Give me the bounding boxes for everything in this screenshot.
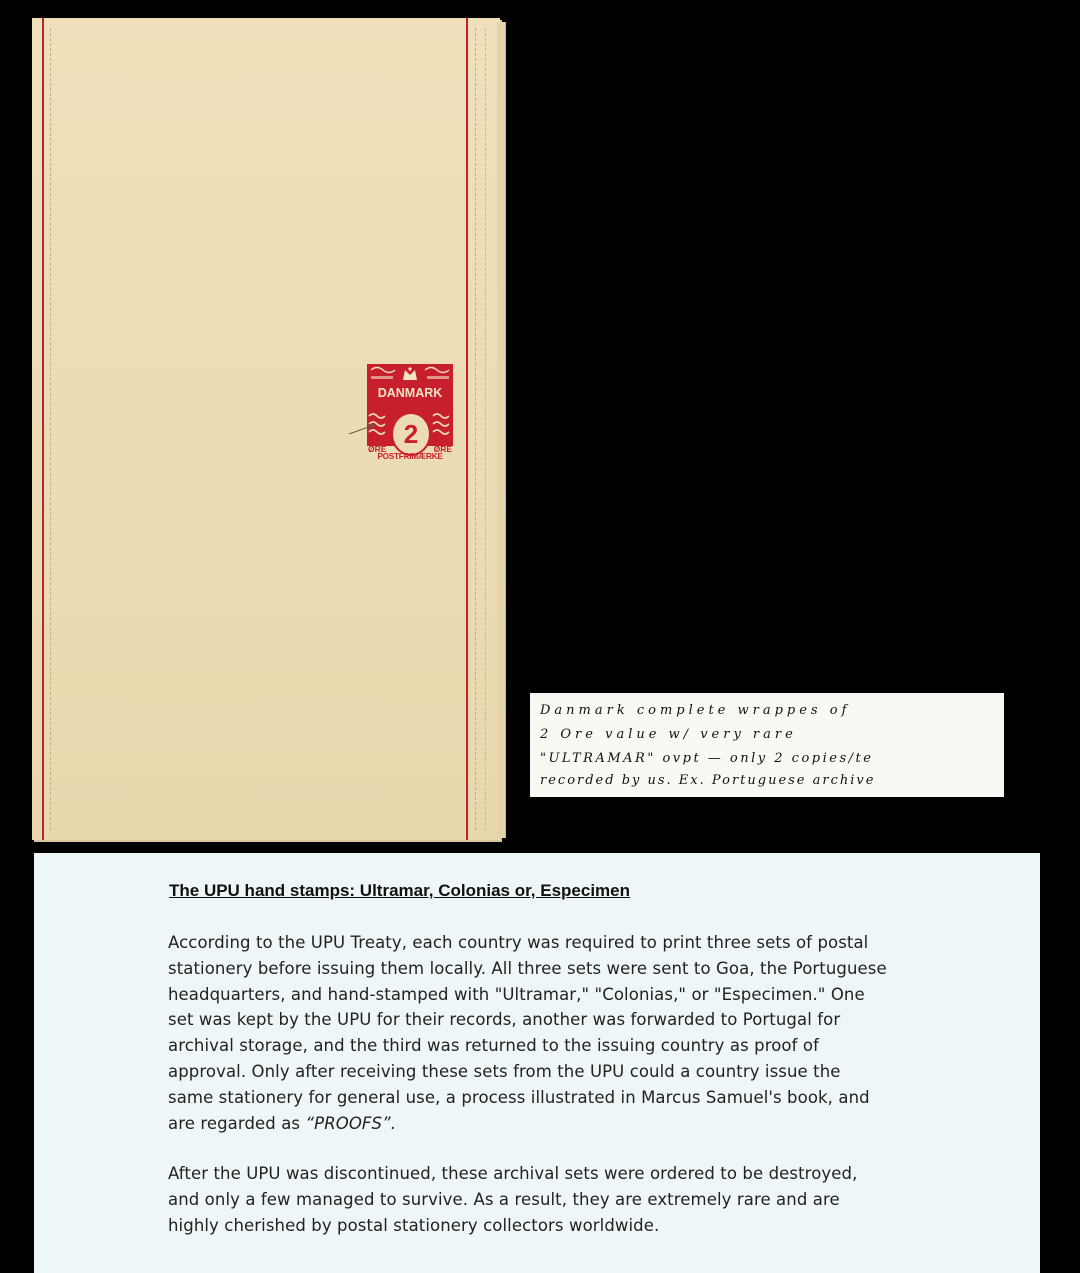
- stamp-crown-band: [367, 364, 453, 384]
- stamp-subtitle: POSTFRIMÆRKE: [377, 452, 443, 461]
- stamp-country: DANMARK: [367, 384, 453, 402]
- proofs-emphasis: “PROOFS”.: [305, 1113, 397, 1133]
- card-title: The UPU hand stamps: Ultramar, Colonias or, Especimen: [169, 881, 631, 900]
- description-card: [34, 853, 1040, 1273]
- right-red-rule: [466, 18, 468, 840]
- left-perforation: [50, 28, 51, 830]
- outer-perforation: [485, 28, 486, 830]
- stamp-unit-right: ØRE: [433, 444, 452, 454]
- note-line: 2 Ore value w/ very rare: [540, 727, 797, 742]
- left-red-rule: [42, 18, 44, 840]
- right-perforation: [475, 28, 476, 830]
- note-line: recorded by us. Ex. Portuguese archive: [540, 773, 876, 788]
- crown-icon: [367, 364, 453, 384]
- stamp-value: 2: [391, 412, 431, 456]
- paragraph-1-text: According to the UPU Treaty, each country was required to print three sets of postal stationery before issuing them locally. All three sets were sent to Goa, the Portuguese headquarters, and hand-stamped with "Ultramar," "Colonias," or "Especimen." One set was kept by the UPU for their records, another was forwarded to Portugal for archival storage, and the third was returned to the issuing country as proof of approval. Only after receiving these sets from the UPU could a country issue the same stationery for general use, a process illustrated in Marcus Samuel's book, and are regarded as: [168, 933, 887, 1133]
- note-line: "ULTRAMAR" ovpt — only 2 copies/te: [540, 751, 874, 766]
- pencil-arrow-icon: [348, 422, 376, 436]
- note-line: Danmark complete wrappes of: [540, 703, 851, 718]
- card-paragraph-2: After the UPU was discontinued, these archival sets were ordered to be destroyed, and only a few managed to survive. As a result, they are extremely rare and are highly cherished by postal stationery collectors worldwide.: [168, 1164, 858, 1235]
- imprinted-stamp: [367, 364, 453, 462]
- handwritten-note: [530, 693, 1004, 797]
- wrapper-edge: [497, 22, 506, 838]
- card-paragraph-1: [168, 930, 888, 1136]
- newspaper-wrapper: [32, 18, 500, 840]
- stamp-unit-left: ØRE: [368, 444, 387, 454]
